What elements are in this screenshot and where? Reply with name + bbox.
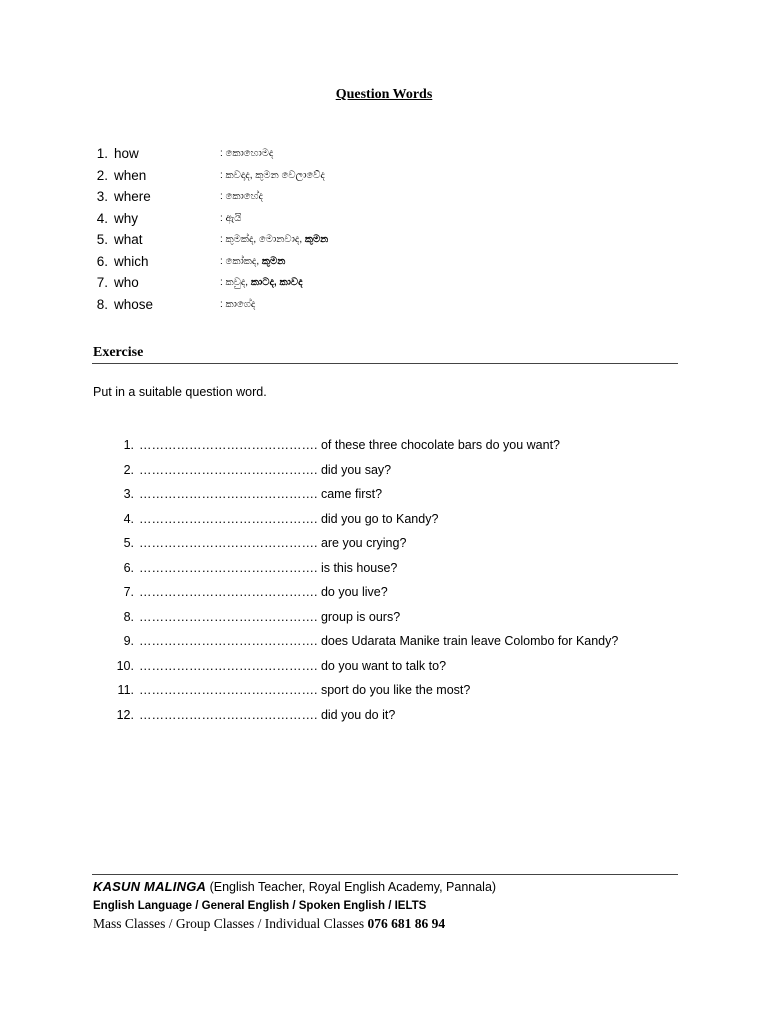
- exercise-item: [100, 580, 660, 605]
- exercise-item: [100, 531, 660, 556]
- item-number: 4.: [96, 210, 108, 226]
- exercise-sentence: ……………………………………. did you do it?: [139, 707, 396, 722]
- exercise-sentence: ……………………………………. do you want to talk to?: [139, 658, 447, 673]
- meaning-bold-text: කුමන: [302, 234, 329, 245]
- question-word: when: [114, 167, 147, 183]
- item-number: 1.: [123, 438, 134, 452]
- exercise-item: [100, 458, 660, 483]
- exercise-sentence: ……………………………………. group is ours?: [139, 609, 401, 624]
- list-item: [92, 165, 492, 187]
- item-number: 11.: [117, 683, 134, 697]
- phone-number: 076 681 86 94: [367, 916, 446, 931]
- meaning-bold-text: කාටද, කාවද: [248, 277, 303, 288]
- meaning-bold-text: කුමන: [259, 255, 286, 267]
- item-number: 6.: [123, 560, 134, 575]
- item-number: 1.: [96, 146, 108, 161]
- page-title: Question Words: [335, 87, 433, 102]
- footer-classes-line: [93, 916, 445, 932]
- footer-author-line: [93, 879, 496, 894]
- classes-text: Mass Classes / Group Classes / Individual Classes: [93, 916, 368, 931]
- exercise-item: [100, 629, 660, 654]
- exercise-item: [100, 482, 660, 507]
- question-word: how: [114, 146, 139, 161]
- list-item: [92, 251, 492, 273]
- sinhala-meaning: : කාගේද: [220, 298, 256, 310]
- meaning-text: : කවුද,: [220, 277, 249, 288]
- footer-courses: English Language / General English / Spoken English / IELTS: [93, 900, 427, 912]
- list-item: [92, 272, 492, 294]
- list-item: [92, 143, 492, 165]
- item-number: 8.: [96, 296, 108, 312]
- exercise-sentence: ……………………………………. is this house?: [139, 560, 398, 575]
- item-number: 7.: [123, 585, 134, 599]
- exercise-item: [100, 507, 660, 532]
- item-number: 5.: [96, 232, 108, 247]
- exercise-sentence: ……………………………………. of these three chocolate bars do you want?: [139, 438, 560, 452]
- item-number: 2.: [96, 167, 108, 183]
- exercise-item: [100, 703, 660, 728]
- exercise-item: [100, 605, 660, 630]
- question-word: whose: [114, 296, 154, 312]
- meaning-text: : කුමක්ද, මොනවාද,: [220, 234, 303, 245]
- item-number: 4.: [123, 511, 134, 526]
- item-number: 3.: [123, 487, 134, 501]
- item-number: 12.: [116, 707, 134, 722]
- sinhala-meaning: : ඇයි: [220, 212, 242, 224]
- item-number: 2.: [123, 462, 134, 477]
- question-word: why: [114, 210, 139, 226]
- footer-divider: [92, 874, 678, 875]
- exercise-sentence: ……………………………………. did you say?: [139, 462, 392, 477]
- exercise-sentence: ……………………………………. are you crying?: [139, 536, 407, 550]
- sinhala-meaning: : කවදාද, කුමන වෙලාවේද: [220, 169, 325, 181]
- question-word: who: [114, 275, 139, 290]
- meaning-text: : කෝකද,: [220, 255, 260, 267]
- exercise-instruction: Put in a suitable question word.: [93, 385, 267, 399]
- sinhala-meaning: [220, 272, 303, 294]
- question-word-list: [92, 143, 492, 315]
- sinhala-meaning: : කොහොමද: [220, 148, 274, 159]
- exercise-item: [100, 654, 660, 679]
- question-word: which: [114, 253, 149, 269]
- exercise-sentence: ……………………………………. came first?: [139, 487, 383, 501]
- exercise-sentence: ……………………………………. do you live?: [139, 585, 388, 599]
- question-word: where: [114, 189, 151, 204]
- exercise-item: [100, 556, 660, 581]
- exercise-sentence: ……………………………………. did you go to Kandy?: [139, 511, 439, 526]
- exercise-item: [100, 678, 660, 703]
- author-name: KASUN MALINGA: [93, 879, 207, 894]
- exercise-heading: Exercise: [93, 345, 144, 360]
- sinhala-meaning: : කොහේද: [220, 191, 263, 202]
- item-number: 5.: [123, 536, 134, 550]
- item-number: 9.: [123, 634, 134, 648]
- exercise-list: [100, 433, 660, 727]
- sinhala-meaning: [220, 251, 285, 273]
- exercise-sentence: ……………………………………. sport do you like the most?: [139, 683, 471, 697]
- item-number: 10.: [116, 658, 134, 673]
- exercise-sentence: ……………………………………. does Udarata Manike train leave Colombo for Kandy?: [139, 634, 619, 648]
- item-number: 7.: [96, 275, 108, 290]
- list-item: [92, 208, 492, 230]
- list-item: [92, 229, 492, 251]
- list-item: [92, 294, 492, 316]
- item-number: 8.: [123, 609, 134, 624]
- exercise-item: [100, 433, 660, 458]
- item-number: 3.: [96, 189, 108, 204]
- question-word: what: [114, 232, 143, 247]
- section-divider: [92, 363, 678, 364]
- author-detail: (English Teacher, Royal English Academy, Pannala): [206, 880, 497, 894]
- item-number: 6.: [96, 253, 108, 269]
- sinhala-meaning: [220, 229, 328, 251]
- list-item: [92, 186, 492, 208]
